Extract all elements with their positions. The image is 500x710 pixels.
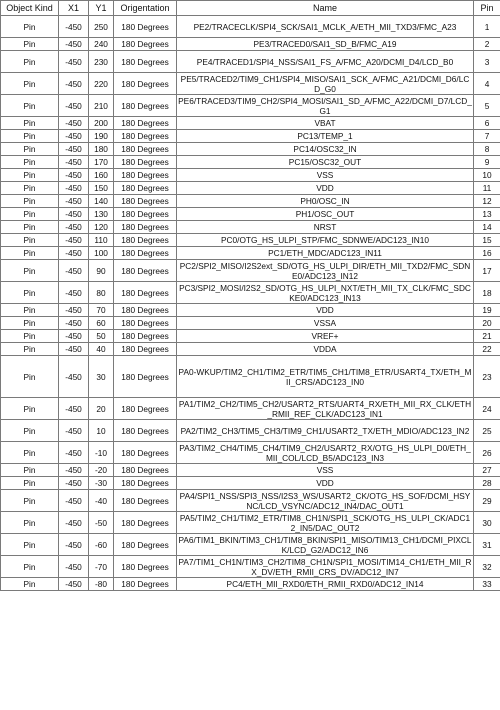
cell-x1: -450 [59, 143, 89, 156]
cell-y1: 120 [89, 221, 114, 234]
table-row [1, 130, 500, 143]
table-row [1, 512, 500, 534]
cell-object-kind: Pin [1, 16, 59, 38]
cell-x1: -450 [59, 330, 89, 343]
cell-name: PE5/TRACED2/TIM9_CH1/SPI4_MISO/SAI1_SCK_A/FMC_A21/DCMI_D6/LCD_G0 [177, 73, 474, 95]
cell-name: VSS [177, 169, 474, 182]
cell-y1: 80 [89, 282, 114, 304]
cell-pin: 16 [474, 247, 500, 260]
cell-object-kind: Pin [1, 156, 59, 169]
cell-pin: 8 [474, 143, 500, 156]
cell-name: PA0-WKUP/TIM2_CH1/TIM2_ETR/TIM5_CH1/TIM8_ETR/USART4_TX/ETH_MII_CRS/ADC123_IN0 [177, 356, 474, 398]
cell-x1: -450 [59, 260, 89, 282]
cell-x1: -450 [59, 156, 89, 169]
cell-y1: 50 [89, 330, 114, 343]
cell-orientation: 180 Degrees [114, 195, 177, 208]
cell-pin: 21 [474, 330, 500, 343]
table-row [1, 442, 500, 464]
cell-orientation: 180 Degrees [114, 556, 177, 578]
table-row [1, 156, 500, 169]
cell-object-kind: Pin [1, 490, 59, 512]
cell-pin: 28 [474, 477, 500, 490]
cell-y1: 230 [89, 51, 114, 73]
header-object-kind: Object Kind [1, 1, 59, 16]
cell-name: PC13/TEMP_1 [177, 130, 474, 143]
cell-name: PA6/TIM1_BKIN/TIM3_CH1/TIM8_BKIN/SPI1_MISO/TIM13_CH1/DCMI_PIXCLK/LCD_G2/ADC12_IN6 [178, 534, 472, 555]
cell-pin: 10 [474, 169, 500, 182]
cell-pin: 13 [474, 208, 500, 221]
cell-name: PC3/SPI2_MOSI/I2S2_SD/OTG_HS_ULPI_NXT/ETH_MII_TX_CLK/FMC_SDCKE0/ADC123_IN13 [177, 282, 474, 304]
table-row [1, 304, 500, 317]
cell-object-kind: Pin [1, 464, 59, 477]
cell-orientation: 180 Degrees [114, 343, 177, 356]
cell-x1: -450 [59, 464, 89, 477]
cell-name: PC14/OSC32_IN [177, 143, 474, 156]
cell-orientation: 180 Degrees [114, 73, 177, 95]
cell-y1: 160 [89, 169, 114, 182]
cell-name: PE3/TRACED0/SAI1_SD_B/FMC_A19 [177, 38, 474, 51]
cell-pin: 3 [474, 51, 500, 73]
cell-name: VDD [177, 304, 474, 317]
table-row [1, 464, 500, 477]
cell-x1: -450 [59, 208, 89, 221]
cell-object-kind: Pin [1, 95, 59, 117]
cell-name: PH1/OSC_OUT [177, 208, 474, 221]
cell-pin: 14 [474, 221, 500, 234]
cell-pin: 19 [474, 304, 500, 317]
cell-x1: -450 [59, 556, 89, 578]
cell-object-kind: Pin [1, 317, 59, 330]
cell-object-kind: Pin [1, 182, 59, 195]
cell-x1: -450 [59, 234, 89, 247]
cell-y1: -80 [89, 578, 114, 591]
cell-object-kind: Pin [1, 304, 59, 317]
cell-name: NRST [177, 221, 474, 234]
cell-object-kind: Pin [1, 578, 59, 591]
cell-object-kind: Pin [1, 221, 59, 234]
cell-object-kind: Pin [1, 330, 59, 343]
cell-pin: 31 [474, 534, 500, 556]
cell-object-kind: Pin [1, 260, 59, 282]
cell-pin: 23 [474, 356, 500, 398]
cell-pin: 2 [474, 38, 500, 51]
cell-pin: 12 [474, 195, 500, 208]
cell-y1: 210 [89, 95, 114, 117]
cell-pin: 18 [474, 282, 500, 304]
cell-object-kind: Pin [1, 534, 59, 556]
cell-y1: 200 [89, 117, 114, 130]
cell-object-kind: Pin [1, 420, 59, 442]
cell-name: PE2/TRACECLK/SPI4_SCK/SAI1_MCLK_A/ETH_MII_TXD3/FMC_A23 [177, 16, 474, 38]
table-row [1, 195, 500, 208]
cell-pin: 1 [474, 16, 500, 38]
table-row [1, 169, 500, 182]
table-row [1, 356, 500, 398]
cell-orientation: 180 Degrees [114, 156, 177, 169]
cell-orientation: 180 Degrees [114, 234, 177, 247]
cell-pin: 6 [474, 117, 500, 130]
cell-y1: 220 [89, 73, 114, 95]
cell-pin: 9 [474, 156, 500, 169]
table-row [1, 317, 500, 330]
cell-x1: -450 [59, 95, 89, 117]
cell-name: PA5/TIM2_CH1/TIM2_ETR/TIM8_CH1N/SPI1_SCK/OTG_HS_ULPI_CK/ADC12_IN5/DAC_OUT2 [177, 512, 474, 534]
cell-object-kind: Pin [1, 556, 59, 578]
cell-x1: -450 [59, 343, 89, 356]
cell-x1: -450 [59, 304, 89, 317]
cell-x1: -450 [59, 73, 89, 95]
cell-x1: -450 [59, 282, 89, 304]
cell-x1: -450 [59, 534, 89, 556]
table-row [1, 490, 500, 512]
cell-pin: 32 [474, 556, 500, 578]
cell-name: PH0/OSC_IN [177, 195, 474, 208]
cell-name: PC15/OSC32_OUT [177, 156, 474, 169]
cell-object-kind: Pin [1, 343, 59, 356]
table-row [1, 260, 500, 282]
cell-x1: -450 [59, 420, 89, 442]
cell-y1: -50 [89, 512, 114, 534]
cell-y1: -30 [89, 477, 114, 490]
header-orientation: Origentation [114, 1, 177, 16]
cell-x1: -450 [59, 51, 89, 73]
cell-name: PA4/SPI1_NSS/SPI3_NSS/I2S3_WS/USART2_CK/OTG_HS_SOF/DCMI_HSYNC/LCD_VSYNC/ADC12_IN4/DAC_OUT1 [177, 490, 474, 512]
header-pin: Pin [474, 1, 500, 16]
cell-pin: 20 [474, 317, 500, 330]
cell-orientation: 180 Degrees [114, 169, 177, 182]
cell-orientation: 180 Degrees [114, 398, 177, 420]
cell-x1: -450 [59, 130, 89, 143]
cell-orientation: 180 Degrees [114, 464, 177, 477]
table-row [1, 221, 500, 234]
cell-y1: -20 [89, 464, 114, 477]
cell-orientation: 180 Degrees [114, 260, 177, 282]
cell-name: VDDA [177, 343, 474, 356]
table-row [1, 282, 500, 304]
cell-x1: -450 [59, 512, 89, 534]
cell-name: PA3/TIM2_CH4/TIM5_CH4/TIM9_CH2/USART2_RX/OTG_HS_ULPI_D0/ETH_MII_COL/LCD_B5/ADC123_IN3 [177, 442, 474, 464]
table-row [1, 534, 500, 556]
cell-name: VDD [177, 477, 474, 490]
cell-y1: 140 [89, 195, 114, 208]
cell-orientation: 180 Degrees [114, 330, 177, 343]
table-row [1, 247, 500, 260]
cell-y1: 180 [89, 143, 114, 156]
cell-object-kind: Pin [1, 477, 59, 490]
cell-pin: 11 [474, 182, 500, 195]
cell-x1: -450 [59, 182, 89, 195]
cell-object-kind: Pin [1, 169, 59, 182]
header-y1: Y1 [89, 1, 114, 16]
cell-orientation: 180 Degrees [114, 221, 177, 234]
cell-pin: 30 [474, 512, 500, 534]
cell-x1: -450 [59, 169, 89, 182]
cell-y1: 100 [89, 247, 114, 260]
cell-object-kind: Pin [1, 282, 59, 304]
cell-orientation: 180 Degrees [114, 356, 177, 398]
cell-orientation: 180 Degrees [114, 304, 177, 317]
cell-pin: 24 [474, 398, 500, 420]
cell-orientation: 180 Degrees [114, 442, 177, 464]
cell-orientation: 180 Degrees [114, 578, 177, 591]
cell-orientation: 180 Degrees [114, 130, 177, 143]
cell-x1: -450 [59, 221, 89, 234]
cell-pin: 27 [474, 464, 500, 477]
table-row [1, 556, 500, 578]
cell-y1: 40 [89, 343, 114, 356]
cell-name: PC4/ETH_MII_RXD0/ETH_RMII_RXD0/ADC12_IN14 [177, 578, 474, 591]
table-row [1, 343, 500, 356]
cell-y1: -40 [89, 490, 114, 512]
table-row [1, 73, 500, 95]
cell-object-kind: Pin [1, 195, 59, 208]
cell-y1: 60 [89, 317, 114, 330]
cell-orientation: 180 Degrees [114, 143, 177, 156]
cell-y1: 170 [89, 156, 114, 169]
cell-x1: -450 [59, 247, 89, 260]
table-row [1, 578, 500, 591]
cell-object-kind: Pin [1, 234, 59, 247]
cell-x1: -450 [59, 117, 89, 130]
cell-x1: -450 [59, 16, 89, 38]
cell-y1: 130 [89, 208, 114, 221]
header-name: Name [177, 1, 474, 16]
cell-name: VSSA [177, 317, 474, 330]
header-x1: X1 [59, 1, 89, 16]
cell-orientation: 180 Degrees [114, 95, 177, 117]
table-row [1, 16, 500, 38]
cell-orientation: 180 Degrees [114, 51, 177, 73]
cell-y1: 70 [89, 304, 114, 317]
cell-pin: 29 [474, 490, 500, 512]
cell-object-kind: Pin [1, 512, 59, 534]
cell-y1: -70 [89, 556, 114, 578]
cell-pin: 33 [474, 578, 500, 591]
cell-name: PC1/ETH_MDC/ADC123_IN11 [177, 247, 474, 260]
cell-pin: 26 [474, 442, 500, 464]
cell-name: PA1/TIM2_CH2/TIM5_CH2/USART2_RTS/UART4_RX/ETH_MII_RX_CLK/ETH_RMII_REF_CLK/ADC123_IN1 [177, 398, 474, 420]
cell-name: PA7/TIM1_CH1N/TIM3_CH2/TIM8_CH1N/SPI1_MOSI/TIM14_CH1/ETH_MII_RX_DV/ETH_RMII_CRS_DV/ADC12_IN7 [178, 556, 472, 577]
cell-name: PE4/TRACED1/SPI4_NSS/SAI1_FS_A/FMC_A20/DCMI_D4/LCD_B0 [177, 51, 474, 73]
table-row [1, 330, 500, 343]
cell-name: VSS [177, 464, 474, 477]
cell-y1: 190 [89, 130, 114, 143]
cell-y1: 10 [89, 420, 114, 442]
cell-pin: 25 [474, 420, 500, 442]
cell-object-kind: Pin [1, 208, 59, 221]
cell-object-kind: Pin [1, 143, 59, 156]
cell-object-kind: Pin [1, 442, 59, 464]
cell-orientation: 180 Degrees [114, 282, 177, 304]
cell-orientation: 180 Degrees [114, 16, 177, 38]
cell-name: VBAT [177, 117, 474, 130]
cell-x1: -450 [59, 442, 89, 464]
cell-orientation: 180 Degrees [114, 208, 177, 221]
cell-pin: 22 [474, 343, 500, 356]
cell-orientation: 180 Degrees [114, 317, 177, 330]
cell-pin: 7 [474, 130, 500, 143]
cell-y1: 150 [89, 182, 114, 195]
table-row [1, 182, 500, 195]
cell-object-kind: Pin [1, 247, 59, 260]
cell-y1: -10 [89, 442, 114, 464]
cell-orientation: 180 Degrees [114, 534, 177, 556]
cell-object-kind: Pin [1, 398, 59, 420]
cell-orientation: 180 Degrees [114, 490, 177, 512]
cell-orientation: 180 Degrees [114, 38, 177, 51]
cell-name: PC2/SPI2_MISO/I2S2ext_SD/OTG_HS_ULPI_DIR/ETH_MII_TXD2/FMC_SDNE0/ADC123_IN12 [177, 260, 474, 282]
cell-name: PE6/TRACED3/TIM9_CH2/SPI4_MOSI/SAI1_SD_A/FMC_A22/DCMI_D7/LCD_G1 [178, 95, 472, 116]
table-row [1, 95, 500, 117]
cell-pin: 17 [474, 260, 500, 282]
cell-pin: 5 [474, 95, 500, 117]
cell-object-kind: Pin [1, 38, 59, 51]
cell-y1: 20 [89, 398, 114, 420]
cell-orientation: 180 Degrees [114, 182, 177, 195]
table-row [1, 51, 500, 73]
cell-y1: 30 [89, 356, 114, 398]
cell-x1: -450 [59, 38, 89, 51]
cell-pin: 15 [474, 234, 500, 247]
cell-y1: -60 [89, 534, 114, 556]
cell-orientation: 180 Degrees [114, 477, 177, 490]
cell-name: PA2/TIM2_CH3/TIM5_CH3/TIM9_CH1/USART2_TX/ETH_MDIO/ADC123_IN2 [177, 420, 474, 442]
table-row [1, 398, 500, 420]
cell-y1: 90 [89, 260, 114, 282]
table-row [1, 234, 500, 247]
cell-y1: 250 [89, 16, 114, 38]
table-row [1, 208, 500, 221]
cell-name: PC0/OTG_HS_ULPI_STP/FMC_SDNWE/ADC123_IN10 [177, 234, 474, 247]
cell-x1: -450 [59, 195, 89, 208]
cell-y1: 240 [89, 38, 114, 51]
cell-x1: -450 [59, 398, 89, 420]
table-row [1, 117, 500, 130]
cell-pin: 4 [474, 73, 500, 95]
cell-y1: 110 [89, 234, 114, 247]
cell-orientation: 180 Degrees [114, 117, 177, 130]
cell-object-kind: Pin [1, 130, 59, 143]
cell-object-kind: Pin [1, 73, 59, 95]
cell-orientation: 180 Degrees [114, 247, 177, 260]
cell-object-kind: Pin [1, 356, 59, 398]
table-row [1, 143, 500, 156]
cell-x1: -450 [59, 477, 89, 490]
table-row [1, 38, 500, 51]
cell-name: VREF+ [177, 330, 474, 343]
cell-orientation: 180 Degrees [114, 512, 177, 534]
cell-x1: -450 [59, 356, 89, 398]
cell-x1: -450 [59, 317, 89, 330]
cell-orientation: 180 Degrees [114, 420, 177, 442]
cell-name: VDD [177, 182, 474, 195]
cell-object-kind: Pin [1, 117, 59, 130]
table-header-row [1, 1, 500, 16]
cell-x1: -450 [59, 578, 89, 591]
cell-x1: -450 [59, 490, 89, 512]
cell-object-kind: Pin [1, 51, 59, 73]
table-row [1, 477, 500, 490]
table-row [1, 420, 500, 442]
